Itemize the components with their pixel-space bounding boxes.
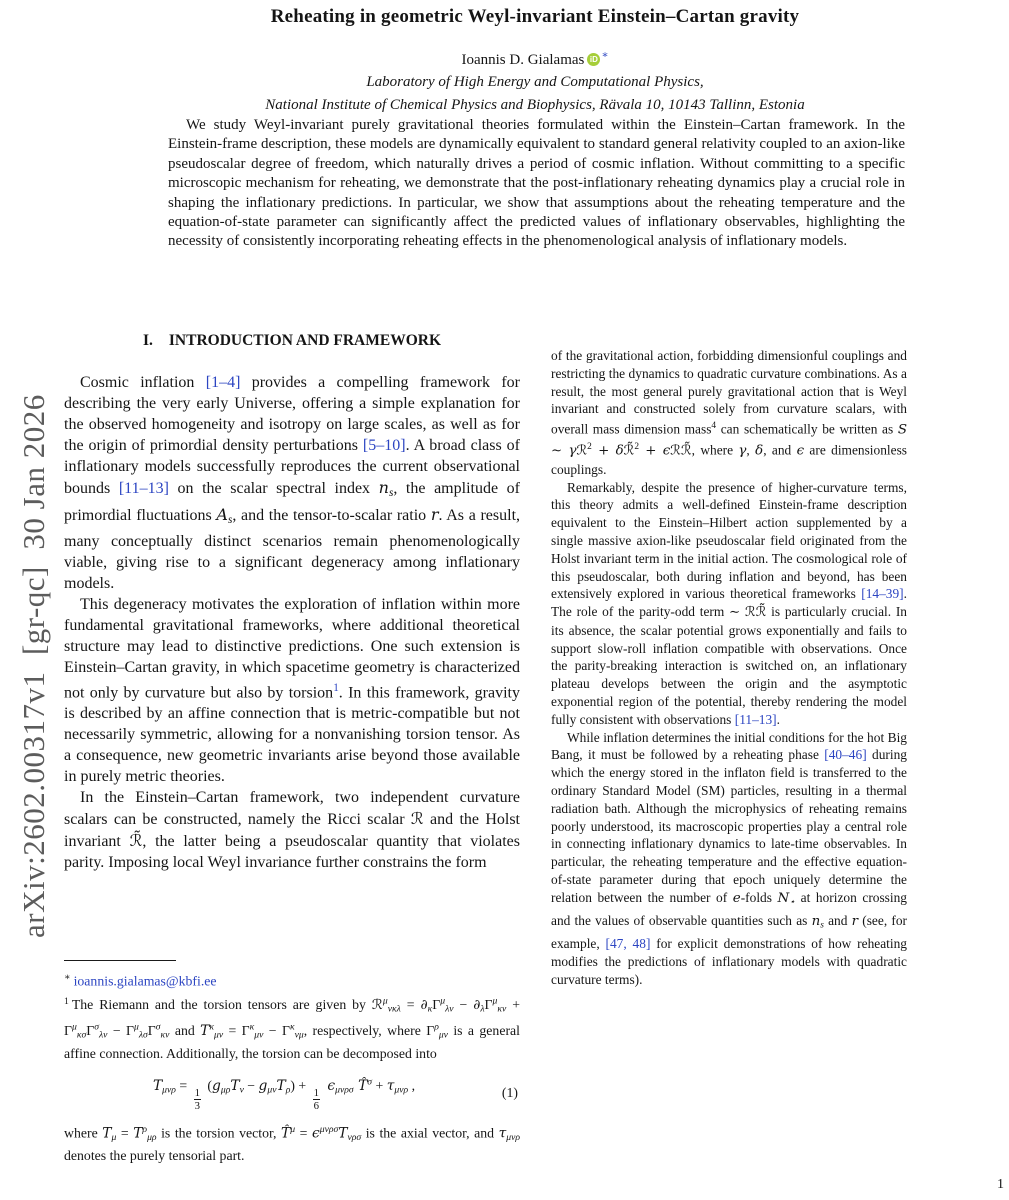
paper-header: [100, 6, 970, 115]
text-segment: +: [372, 1078, 387, 1094]
text-segment: Γ: [281, 1023, 290, 1039]
paragraph: [64, 594, 520, 787]
text-segment: T: [133, 1125, 143, 1142]
text-segment: −: [243, 1078, 259, 1094]
text-segment: Γ: [126, 1023, 134, 1039]
text-segment: ϵ: [323, 1078, 336, 1095]
text-segment: are dimensionless couplings.: [551, 442, 907, 477]
text-segment: is the torsion vector,: [156, 1125, 282, 1141]
paragraph: [551, 729, 907, 989]
email-footnote: [64, 969, 520, 991]
text-segment: (see, for example,: [551, 912, 908, 952]
text-segment: Γ: [432, 997, 441, 1013]
text-segment: and: [823, 912, 852, 928]
text-segment: −: [107, 1023, 126, 1039]
footnotes: [64, 960, 520, 1167]
citation-link[interactable]: [5–10]: [362, 437, 406, 454]
text-segment: s: [388, 486, 394, 499]
orcid-icon[interactable]: iD: [587, 53, 600, 66]
text-segment: γ: [738, 443, 747, 459]
text-segment: on the scalar spectral index: [168, 480, 379, 497]
text-segment: ρ: [434, 1021, 439, 1033]
text-segment: ϵ: [312, 1125, 320, 1142]
equation-number: (1): [501, 1084, 518, 1100]
text-segment: T: [276, 1078, 286, 1095]
text-segment: κσ: [76, 1029, 87, 1041]
text-segment: μ: [382, 995, 388, 1007]
text-segment: ,: [408, 1078, 416, 1094]
text-segment: σ: [94, 1021, 99, 1033]
text-segment: N: [777, 890, 790, 906]
text-segment: T: [338, 1125, 348, 1142]
text-segment: λ: [480, 1003, 485, 1015]
text-segment: μ: [71, 1021, 77, 1033]
text-segment: =: [175, 1078, 191, 1094]
text-segment: μνρ: [162, 1084, 176, 1096]
text-segment: (: [203, 1078, 213, 1094]
text-segment: τ: [386, 1078, 395, 1095]
text-segment: =: [116, 1125, 134, 1141]
author-name: Ioannis D. Gialamas: [461, 52, 585, 68]
text-segment: μν: [438, 1029, 448, 1041]
text-segment: While inflation determines the initial conditions for the hot Big Bang, it must be followed by a reheating phase: [551, 729, 907, 763]
footnote-1-marker: 1: [64, 995, 69, 1007]
text-segment: =: [295, 1125, 312, 1141]
author-footnote-ref[interactable]: ∗: [601, 50, 609, 61]
citation-link[interactable]: [11–13]: [734, 711, 777, 727]
text-segment: ℛ̃: [129, 830, 143, 850]
paragraph: [64, 787, 520, 873]
affiliation-line-2: National Institute of Chemical Physics and Biophysics, Rävala 10, 10143 Tallinn, Estonia: [265, 97, 805, 113]
text-segment: μ: [133, 1021, 139, 1033]
text-segment: s: [820, 920, 824, 931]
text-segment: μνρ: [394, 1084, 409, 1096]
text-segment: of the gravitational action, forbidding dimensionful couplings and restricting the dynamics to quadratic curvature combinations. As a result, the most general purely gravitational action that is Weyl invariant and constructed solely from curvature scalars, with overall mass dimension mass: [551, 348, 907, 437]
footnote-ref-marker[interactable]: 1: [333, 681, 339, 694]
text-segment: Γ: [484, 997, 493, 1013]
text-segment: T: [230, 1078, 240, 1095]
page-number: 1: [997, 1177, 1004, 1192]
text-segment: is a general affine connection. Additionally, the torsion can be decomposed into: [64, 1023, 521, 1061]
text-segment: Γ: [241, 1023, 250, 1039]
text-segment: ) +: [290, 1078, 310, 1094]
text-segment: T: [102, 1125, 112, 1142]
text-segment: + δℛ̃: [591, 443, 635, 459]
text-segment: . As a result, many conceptually distinct scenarios remain phenomenologically viable, giving rise to a significant degeneracy among inflationary models.: [64, 506, 521, 592]
text-segment: is the axial vector, and: [361, 1125, 499, 1141]
text-segment: ν: [239, 1084, 244, 1096]
section-title: INTRODUCTION AND FRAMEWORK: [168, 332, 442, 349]
footnote-1-text: [64, 997, 520, 1060]
text-segment: A: [216, 504, 228, 524]
text-segment: ϵ: [796, 443, 805, 459]
text-segment: The Riemann and the torsion tensors are given by: [71, 997, 372, 1013]
text-segment: s: [227, 513, 233, 526]
text-segment: , where: [691, 442, 739, 458]
text-segment: ∂: [420, 997, 428, 1014]
text-segment: κν: [160, 1029, 170, 1041]
text-segment: ρ: [142, 1124, 148, 1136]
text-segment: ,: [746, 442, 756, 458]
text-segment: where: [64, 1125, 103, 1141]
text-segment: ℛ: [371, 997, 383, 1014]
text-segment: T: [200, 1023, 210, 1040]
section-number: I.: [142, 332, 153, 349]
text-segment: ρ: [285, 1084, 291, 1096]
text-segment: T̂: [353, 1078, 368, 1095]
text-segment: T: [152, 1078, 163, 1095]
text-segment: . In this framework, gravity is described by an affine connection that is metric-compatible but not necessarily symmetric, allowing for a nonvanishing torsion tensor. As a consequence, new geometric invariants arise beyond those available in purely metric theories.: [64, 683, 521, 785]
text-segment: τ: [498, 1125, 507, 1142]
text-segment: +: [506, 997, 520, 1013]
text-segment: −: [263, 1023, 282, 1039]
text-segment: μρ: [220, 1084, 231, 1096]
text-segment: κ: [249, 1021, 255, 1033]
text-segment: μ: [290, 1124, 296, 1136]
fraction: $\frac{1}{6}$: [313, 1087, 320, 1113]
text-segment: ⋆: [789, 897, 796, 908]
text-segment: + ϵℛℛ̃: [639, 443, 692, 459]
text-segment: g: [258, 1078, 268, 1095]
equation-body: [152, 1076, 416, 1113]
text-segment: μνρσ: [319, 1124, 339, 1136]
text-segment: μνρ: [506, 1132, 521, 1144]
arxiv-stamp: arXiv:2602.00317v1 [gr-qc] 30 Jan 2026: [16, 394, 51, 938]
text-segment: e: [732, 890, 741, 906]
text-segment: n: [811, 913, 821, 929]
email-footnote-marker: ∗: [64, 972, 71, 983]
text-segment: .: [776, 711, 780, 727]
citation-link[interactable]: [47, 48]: [605, 936, 651, 952]
fraction: $\frac{1}{3}$: [194, 1087, 200, 1113]
text-segment: Γ: [86, 1023, 95, 1039]
text-segment: ℛ: [410, 808, 424, 828]
text-segment: denotes the purely tensorial part.: [64, 1148, 245, 1164]
text-segment: , the amplitude of primordial fluctuations: [64, 480, 520, 524]
text-segment: κν: [497, 1003, 507, 1015]
text-segment: for explicit demonstrations of how reheating modifies the predictions of inflationary models with quadratic curvature terms).: [551, 936, 907, 987]
text-segment: −: [453, 997, 474, 1013]
text-segment: 2: [634, 442, 640, 453]
text-segment: In the Einstein–Cartan framework, two independent curvature scalars can be constructed, namely the Ricci scalar: [64, 788, 520, 828]
right-column: [551, 347, 907, 989]
text-segment: S ∼ γℛ: [551, 422, 907, 459]
text-segment: , respectively, where: [303, 1023, 427, 1039]
paragraph: [64, 372, 520, 594]
text-segment: , the latter being a pseudoscalar quantity that violates parity. Imposing local Weyl invariance further constrains the form: [64, 832, 520, 871]
text-segment: μν: [213, 1029, 224, 1041]
footnote-1-continued: [64, 1121, 520, 1165]
text-segment: λσ: [138, 1029, 148, 1041]
text-segment: Γ: [426, 1023, 435, 1039]
author-line: [100, 49, 970, 69]
text-segment: r: [430, 504, 439, 524]
text-segment: T̂: [281, 1125, 291, 1142]
section-heading: [64, 330, 520, 351]
text-segment: can schematically be written as: [716, 421, 898, 437]
text-segment: , and the tensor-to-scalar ratio: [232, 506, 431, 524]
text-segment: and the Holst invariant: [64, 810, 520, 850]
text-segment: Remarkably, despite the presence of higher-curvature terms, this theory admits a well-defined Einstein-frame description equivalent to the Einstein–Hilbert action supplemented by a single massive axion-like pseudoscalar field originated from the Holst invariant term in the initial action. The cosmological role of this pseudoscalar, both during inflation and beyond, has been extensively explored in various theoretical frameworks: [551, 479, 907, 602]
text-segment: Γ: [147, 1023, 156, 1039]
text-segment: at horizon crossing and the values of observable quantities such as: [551, 889, 908, 928]
text-segment: -folds: [740, 889, 778, 905]
text-segment: μνρσ: [335, 1084, 354, 1096]
text-segment: Cosmic inflation: [80, 374, 206, 391]
text-segment: μν: [267, 1084, 277, 1096]
text-segment: νρσ: [347, 1132, 362, 1144]
citation-link[interactable]: [11–13]: [118, 480, 169, 497]
citation-link[interactable]: [1–4]: [205, 374, 241, 391]
text-segment: ℛℛ̃: [745, 605, 767, 621]
text-segment: during which the energy stored in the inflaton field is transferred to the ordinary Standard Model (SM) particles, resulting in a thermal radiation bath. Although the microphysics of reheating remains poorly understood, its macroscopic properties play a central role in connecting inflationary dynamics to late-time observables. In particular, the reheating temperature and the effective equation-of-state parameter during that epoch uniquely determine the relation between the number of: [551, 747, 907, 905]
email-link[interactable]: ioannis.gialamas@kbfi.ee: [73, 973, 217, 989]
text-segment: ∂: [473, 997, 481, 1014]
citation-link[interactable]: [14–39]: [861, 586, 904, 602]
paper-title: Reheating in geometric Weyl-invariant Einstein–Cartan gravity: [270, 6, 800, 27]
text-segment: κ: [289, 1021, 295, 1033]
text-segment: =: [400, 997, 421, 1013]
text-segment: σ: [367, 1076, 373, 1088]
text-segment: νκλ: [387, 1003, 401, 1015]
text-segment: μ: [440, 995, 446, 1007]
footnote-1: [64, 993, 520, 1063]
equation-1: [64, 1065, 520, 1122]
text-segment: μ: [492, 995, 498, 1007]
paragraph: [551, 347, 907, 479]
text-segment: is particularly crucial. In its absence, the scalar potential grows exponentially and fails to support slow-roll inflation compatible with observations. Once the parity-breaking interaction is switched on, an inflationary plateau develops between the origin and the asymptotic exponential region of the potential, thereby rendering the model fully consistent with observations: [551, 604, 908, 727]
text-segment: 2: [587, 442, 592, 453]
text-segment: , and: [763, 442, 797, 458]
text-segment: μν: [254, 1029, 264, 1041]
text-segment: r: [851, 913, 859, 929]
text-segment: νμ: [294, 1029, 304, 1041]
text-segment: provides a compelling framework for describing the very early Universe, offering a simple explanation for the observed homogeneity and isotropy on large scales, as well as for the origin of primordial density perturbations: [64, 374, 520, 454]
paragraph: [551, 479, 907, 729]
text-segment: μρ: [147, 1132, 157, 1144]
text-segment: 4: [711, 421, 717, 432]
text-segment: σ: [155, 1021, 161, 1033]
text-segment: and: [169, 1023, 201, 1039]
text-segment: λν: [99, 1029, 108, 1041]
left-column: [64, 330, 520, 873]
text-segment: κ: [209, 1021, 214, 1033]
text-segment: δ: [755, 443, 764, 459]
text-segment: This degeneracy motivates the exploration of inflation within more fundamental gravitational frameworks, where additional theoretical structure may lead to distinctive predictions. One such extension is Einstein–Cartan gravity, in which spacetime geometry is characterized not only by curvature but also by torsion: [64, 595, 520, 701]
text-segment: κ: [427, 1003, 433, 1015]
text-segment: μ: [111, 1132, 117, 1144]
text-segment: Γ: [64, 1023, 72, 1039]
text-segment: g: [212, 1078, 221, 1095]
text-segment: =: [223, 1023, 242, 1039]
text-segment: λν: [445, 1003, 454, 1015]
text-segment: n: [378, 478, 389, 497]
footnote-rule: [64, 960, 176, 961]
citation-link[interactable]: [40–46]: [824, 747, 867, 763]
text-segment: . The role of the parity-odd term ∼: [551, 586, 907, 620]
abstract: We study Weyl-invariant purely gravitational theories formulated within the Einstein–Cartan framework. In the Einstein-frame description, these models are dynamically equivalent to standard general relativity coupled to an axion-like pseudoscalar degree of freedom, which naturally drives a period of cosmic inflation. Without committing to a specific microscopic mechanism for reheating, we demonstrate that the post-inflationary reheating dynamics play a crucial role in shaping the inflationary predictions. In particular, we show that assumptions about the reheating temperature and the equation-of-state parameter can significantly affect the predicted values of inflationary observables, highlighting the necessity of consistently incorporating reheating effects in the phenomenological analysis of inflationary models.: [168, 117, 905, 250]
affiliation-line-1: Laboratory of High Energy and Computational Physics,: [366, 74, 704, 90]
text-segment: . A broad class of inflationary models successfully reproduces the current observational bounds: [64, 437, 520, 497]
